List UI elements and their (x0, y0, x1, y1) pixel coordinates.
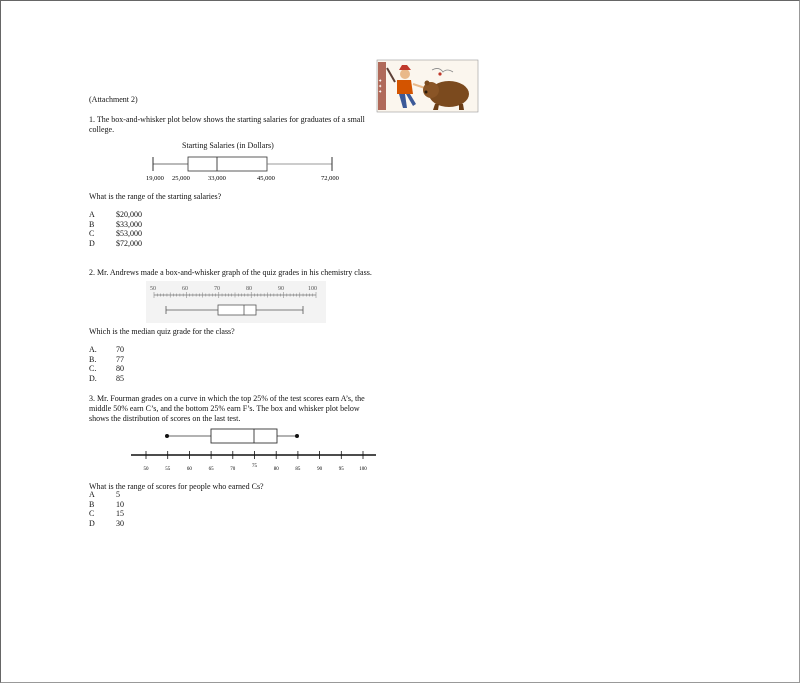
q1-options (89, 210, 142, 248)
q2-box (218, 305, 256, 315)
q3-option-b[interactable]: B 10 (89, 499, 124, 509)
q3-tick-label: 75 (252, 464, 257, 469)
q3-tick-label: 65 (208, 467, 214, 472)
q2-question: Which is the median quiz grade for the class? (89, 327, 235, 336)
q1-text-line1: 1. The box-and-whisker plot below shows the starting salaries for graduates of a small (89, 115, 365, 124)
q3-tick-label: 50 (143, 467, 149, 472)
svg-text:✦ ✦ ✦: ✦ ✦ ✦ (379, 78, 384, 94)
q1-option-d[interactable]: D $72,000 (89, 238, 142, 248)
q2-box-plot (146, 281, 326, 323)
q3-tick-label: 60 (186, 467, 192, 472)
q1-text-line2: college. (89, 125, 115, 134)
q3-options (89, 490, 124, 528)
q3-box (211, 429, 277, 443)
q2-text-line1: 2. Mr. Andrews made a box-and-whisker graph of the quiz grades in his chemistry class. (89, 268, 372, 277)
q1-option-a[interactable]: A $20,000 (89, 210, 142, 219)
q3-tick-label: 85 (295, 467, 301, 472)
attachment-label: (Attachment 2) (89, 95, 138, 104)
q3-tick-label: 95 (338, 467, 344, 472)
q3-tick-label: 90 (317, 467, 323, 472)
q1-question: What is the range of the starting salaries? (89, 192, 222, 201)
q3-tick-label: 55 (165, 467, 171, 472)
q3-text-line2: middle 50% earn C’s, and the bottom 25% earn F’s. The box and whisker plot below (89, 404, 360, 413)
q3-text-line3: shows the distribution of scores on the last test. (89, 414, 241, 423)
q1-tick-label: 45,000 (257, 175, 275, 182)
q3-option-d[interactable]: D 30 (89, 518, 124, 528)
q2-scale-label: 70 (214, 286, 220, 292)
q3-tick-label: 100 (359, 467, 367, 472)
hunter-bear-illustration (377, 60, 478, 112)
q2-option-b[interactable]: B. 77 (89, 354, 124, 364)
q1-option-c[interactable]: C $53,000 (89, 229, 142, 238)
q1-tick-label: 33,000 (208, 175, 226, 182)
q3-text-line1: 3. Mr. Fourman grades on a curve in which the top 25% of the test scores earn A’s, the (89, 394, 365, 403)
q3-tick-label: 70 (230, 467, 236, 472)
q1-box-plot (140, 150, 350, 184)
q1-box (188, 157, 267, 171)
q2-option-a[interactable]: A. 70 (89, 345, 124, 354)
q1-tick-label: 25,000 (172, 175, 190, 182)
q2-option-d[interactable]: D. 85 (89, 373, 124, 383)
q3-question: What is the range of scores for people who earned Cs? (89, 482, 264, 491)
q3-box-plot (128, 425, 380, 475)
q3-option-a[interactable]: A 5 (89, 490, 120, 499)
q1-tick-label: 72,000 (321, 175, 339, 182)
q2-scale-label: 50 (150, 286, 156, 292)
q2-options (89, 345, 124, 383)
q3-option-c[interactable]: C 15 (89, 509, 124, 518)
q2-scale-label: 90 (278, 286, 284, 292)
q2-scale-label: 80 (246, 286, 252, 292)
q2-scale-label: 60 (182, 286, 188, 292)
q3-tick-label: 80 (273, 467, 279, 472)
q1-tick-label: 19,000 (146, 175, 164, 182)
q1-option-b[interactable]: B $33,000 (89, 219, 142, 229)
q3-max-point (295, 434, 299, 438)
q2-scale-label: 100 (308, 286, 317, 292)
q1-plot-title: Starting Salaries (in Dollars) (182, 141, 274, 150)
q2-option-c[interactable]: C. 80 (89, 364, 124, 373)
q3-min-point (165, 434, 169, 438)
q3-number-line-labels (144, 464, 368, 472)
